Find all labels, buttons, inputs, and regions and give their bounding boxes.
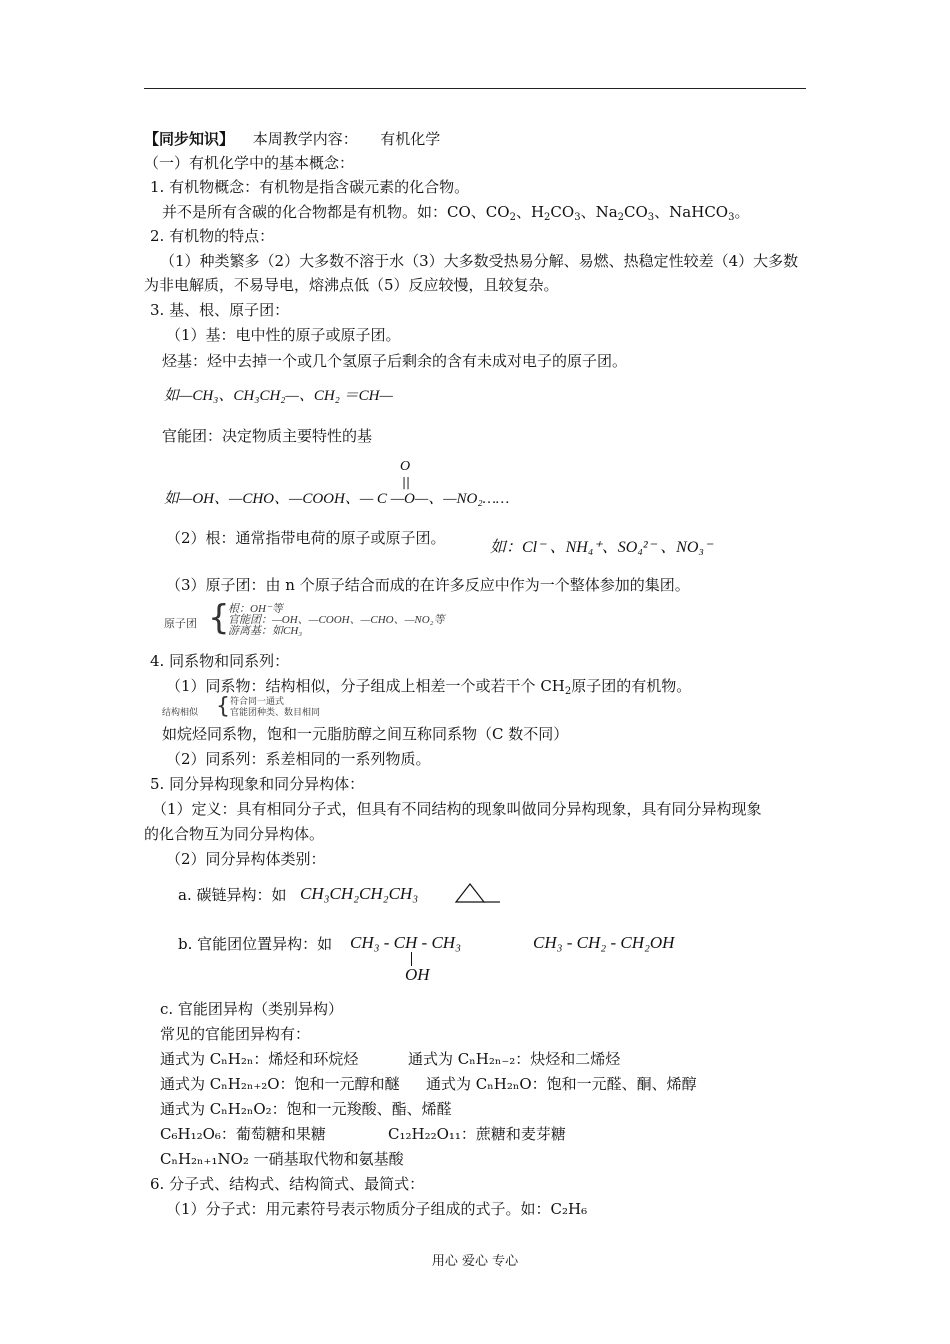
formula-1-propanol: CH₃ - CH₂ - CH₂OH [533, 933, 675, 952]
line-l8: 烃基：烃中去掉一个或几个氢原子后剩余的含有未成对电子的原子团。 [162, 352, 628, 370]
l13-part-a: （1）同系物：结构相似，分子组成上相差一个或若干个 CH [166, 677, 565, 695]
l13-sub: 2 [564, 686, 572, 697]
l2-sub-5: 3 [647, 212, 655, 223]
line-l20: 6. 分子式、结构式、结构简式、最简式： [150, 1175, 425, 1193]
ester-oxygen: O [400, 459, 411, 474]
l2-sub-6: 3 [728, 212, 735, 223]
atom-group-item-2: 官能团：—OH、—COOH、—CHO、—NO₂等 [228, 614, 445, 626]
formula-ions: 如：Cl⁻ 、NH₄⁺、SO₄²⁻ 、NO₃⁻ [490, 539, 713, 556]
line-g2a: 通式为 CₙH₂ₙ₊₂O：饱和一元醇和醚 [160, 1075, 400, 1093]
structure-similar-item-1: 符合同一通式 [230, 697, 285, 707]
l2-part-g: 。 [734, 203, 750, 221]
page-footer: 用心 爱心 专心 [431, 1254, 519, 1269]
line-s1: （一）有机化学中的基本概念： [144, 154, 355, 172]
structure-similar-label: 结构相似 [162, 708, 199, 718]
line-l2 [162, 203, 750, 227]
line-l19: （2）同分异构体类别： [166, 850, 326, 868]
l2-part-b: 、H [515, 203, 545, 221]
line-l4: （1）种类繁多（2）大多数不溶于水（3）大多数受热易分解、易燃、热稳定性较差（4）大多数 [160, 252, 799, 270]
line-b-label: b. 官能团位置异构：如 [178, 935, 333, 953]
cyclobutane-triangle-icon [452, 880, 502, 906]
line-l1: 1. 有机物概念：有机物是指含碳元素的化合物。 [150, 178, 470, 196]
line-g1b: 通式为 CₙH₂ₙ₋₂：炔烃和二烯烃 [408, 1050, 621, 1068]
line-l9: 官能团：决定物质主要特性的基 [162, 427, 373, 445]
brace-icon: { [208, 598, 230, 638]
structure-similar-item-2: 官能团种类、数目相同 [230, 708, 321, 718]
line-g5: CₙH₂ₙ₊₁NO₂ 一硝基取代物和氨基酸 [160, 1150, 404, 1168]
line-l18: 的化合物互为同分异构体。 [144, 825, 325, 843]
atom-group-item-3: 游离基：如CH₃ [228, 625, 303, 637]
l2-sub-3: 3 [574, 212, 581, 223]
l2-part-a: 并不是所有含碳的化合物都是有机物。如：CO、CO [162, 203, 510, 221]
line-g2b: 通式为 CₙH₂ₙO：饱和一元醛、酮、烯醇 [426, 1075, 697, 1093]
line-c-common: 常见的官能团异构有： [160, 1025, 311, 1043]
l13-part-b: 原子团的有机物。 [571, 677, 692, 695]
line-g4b: C₁₂H₂₂O₁₁：蔗糖和麦芽糖 [388, 1125, 566, 1143]
oh-bond-line [411, 952, 412, 966]
line-l12: 4. 同系物和同系列： [150, 652, 290, 670]
l2-sub-1: 2 [509, 212, 516, 223]
l2-sub-4: 2 [617, 212, 625, 223]
line-l6: 3. 基、根、原子团： [150, 301, 290, 319]
l2-part-d: 、Na [580, 203, 618, 221]
l2-part-f: 、NaHCO [654, 203, 729, 221]
header-rest: 本周教学内容： 有机化学 [252, 130, 441, 148]
formula-hydrocarbyl: 如—CH₃、CH₃CH₂—、CH₂ ＝CH— [164, 388, 393, 404]
ester-double-bond: || [402, 475, 411, 489]
line-l3: 2. 有机物的特点： [150, 227, 275, 245]
line-l14: 如烷烃同系物，饱和一元脂肪醇之间互称同系物（C 数不同） [162, 725, 569, 743]
line-g3: 通式为 CₙH₂ₙO₂：饱和一元羧酸、酯、烯醛 [160, 1100, 452, 1118]
atom-group-item-1: 根：OH⁻等 [228, 603, 283, 615]
header-title: 【同步知识】 [144, 130, 235, 148]
l2-part-c: CO [550, 203, 575, 221]
line-l15: （2）同系列：系差相同的一系列物质。 [166, 750, 431, 768]
line-l21: （1）分子式：用元素符号表示物质分子组成的式子。如：C₂H₆ [166, 1200, 588, 1218]
line-a-label: a. 碳链异构：如 [178, 886, 287, 904]
header-rule [144, 88, 806, 89]
line-l11: （3）原子团：由 n 个原子结合而成的在许多反应中作为一个整体参加的集团。 [166, 576, 690, 594]
line-l16: 5. 同分异构现象和同分异构体： [150, 775, 365, 793]
section-heading [144, 130, 440, 148]
l2-part-e: CO [624, 203, 648, 221]
hydroxyl-label: OH [405, 965, 430, 984]
l2-sub-2: 2 [544, 212, 551, 223]
brace-small-icon: { [216, 694, 230, 719]
formula-2-propanol: CH₃ - CH - CH₃ [350, 933, 461, 952]
formula-butane: CH₃CH₂CH₂CH₃ [300, 884, 419, 903]
line-l17: （1）定义：具有相同分子式，但具有不同结构的现象叫做同分异构现象，具有同分异构现象 [152, 800, 762, 818]
line-g1a: 通式为 CₙH₂ₙ：烯烃和环烷烃 [160, 1050, 359, 1068]
atom-group-label: 原子团 [164, 617, 197, 630]
line-l10: （2）根：通常指带电荷的原子或原子团。 [166, 529, 446, 547]
line-l5: 为非电解质，不易导电，熔沸点低（5）反应较慢，且较复杂。 [144, 276, 559, 294]
line-c-label: c. 官能团异构（类别异构） [160, 1000, 343, 1018]
formula-functional-groups: 如—OH、—CHO、—COOH、— C —O—、—NO₂…… [164, 491, 510, 507]
line-l7: （1）基：电中性的原子或原子团。 [166, 326, 401, 344]
line-g4a: C₆H₁₂O₆：葡萄糖和果糖 [160, 1125, 326, 1143]
